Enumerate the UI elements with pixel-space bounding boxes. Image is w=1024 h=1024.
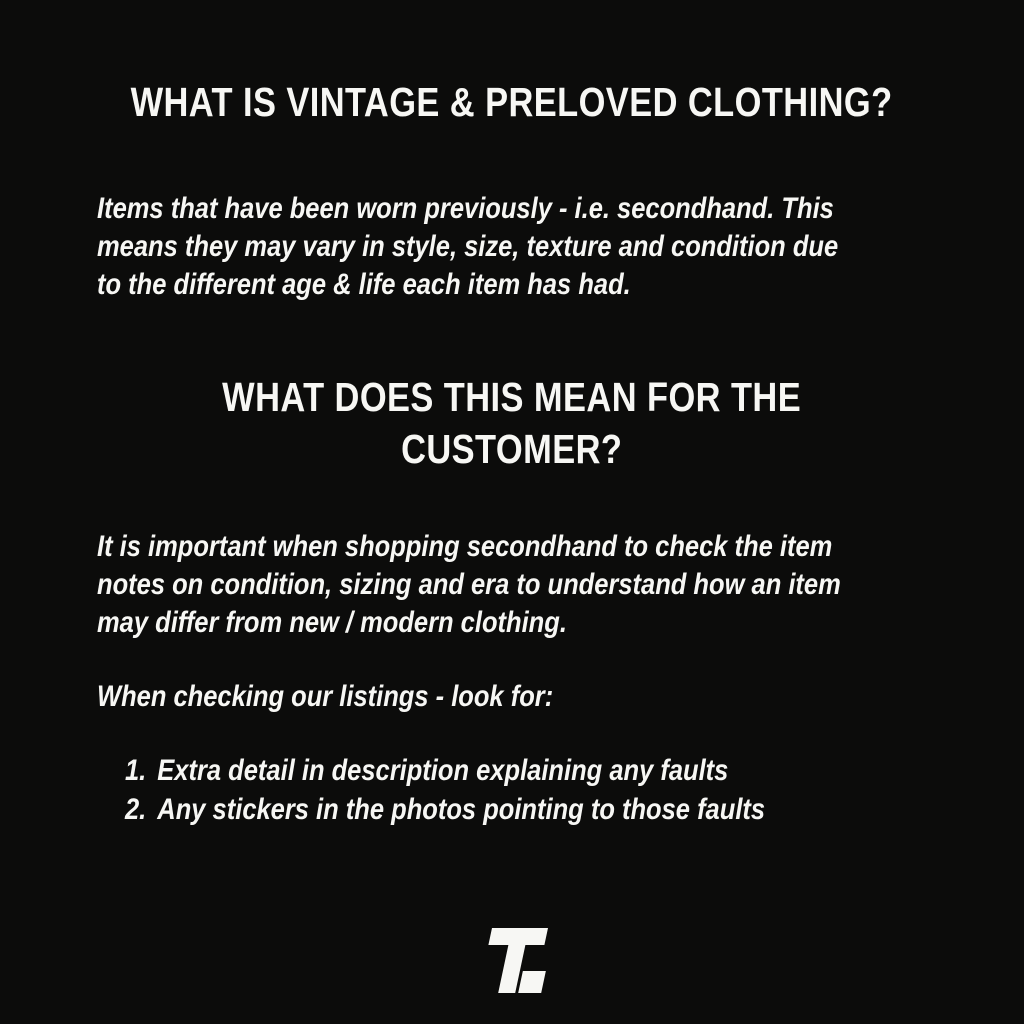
customer-line-1: It is important when shopping secondhand to check the item — [97, 530, 833, 563]
checklist — [125, 751, 765, 829]
secondary-title — [0, 371, 1024, 475]
main-title — [0, 76, 1024, 128]
intro-line-1: Items that have been worn previously - i.e. secondhand. This — [97, 192, 834, 225]
intro-paragraph — [97, 190, 838, 304]
t-logo-icon — [468, 928, 556, 994]
brand-logo — [0, 928, 1024, 999]
intro-line-3: to the different age & life each item has had. — [97, 268, 631, 301]
checklist-item-number: 1. — [125, 754, 147, 787]
checklist-item-text: Extra detail in description explaining any faults — [157, 754, 729, 787]
checklist-item — [125, 790, 765, 829]
secondary-title-line-1: WHAT DOES THIS MEAN FOR THE — [222, 374, 802, 420]
secondary-title-line-2: CUSTOMER? — [401, 426, 623, 472]
customer-line-3: may differ from new / modern clothing. — [97, 606, 567, 639]
main-title-text: WHAT IS VINTAGE & PRELOVED CLOTHING? — [131, 79, 893, 125]
checklist-item — [125, 751, 765, 790]
checklist-item-number: 2. — [125, 793, 147, 826]
intro-line-2: means they may vary in style, size, texture and condition due — [97, 230, 839, 263]
customer-line-2: notes on condition, sizing and era to understand how an item — [97, 568, 841, 601]
listings-note: When checking our listings - look for: — [97, 680, 554, 713]
checklist-item-text: Any stickers in the photos pointing to those faults — [157, 793, 766, 826]
customer-paragraph — [97, 528, 841, 642]
